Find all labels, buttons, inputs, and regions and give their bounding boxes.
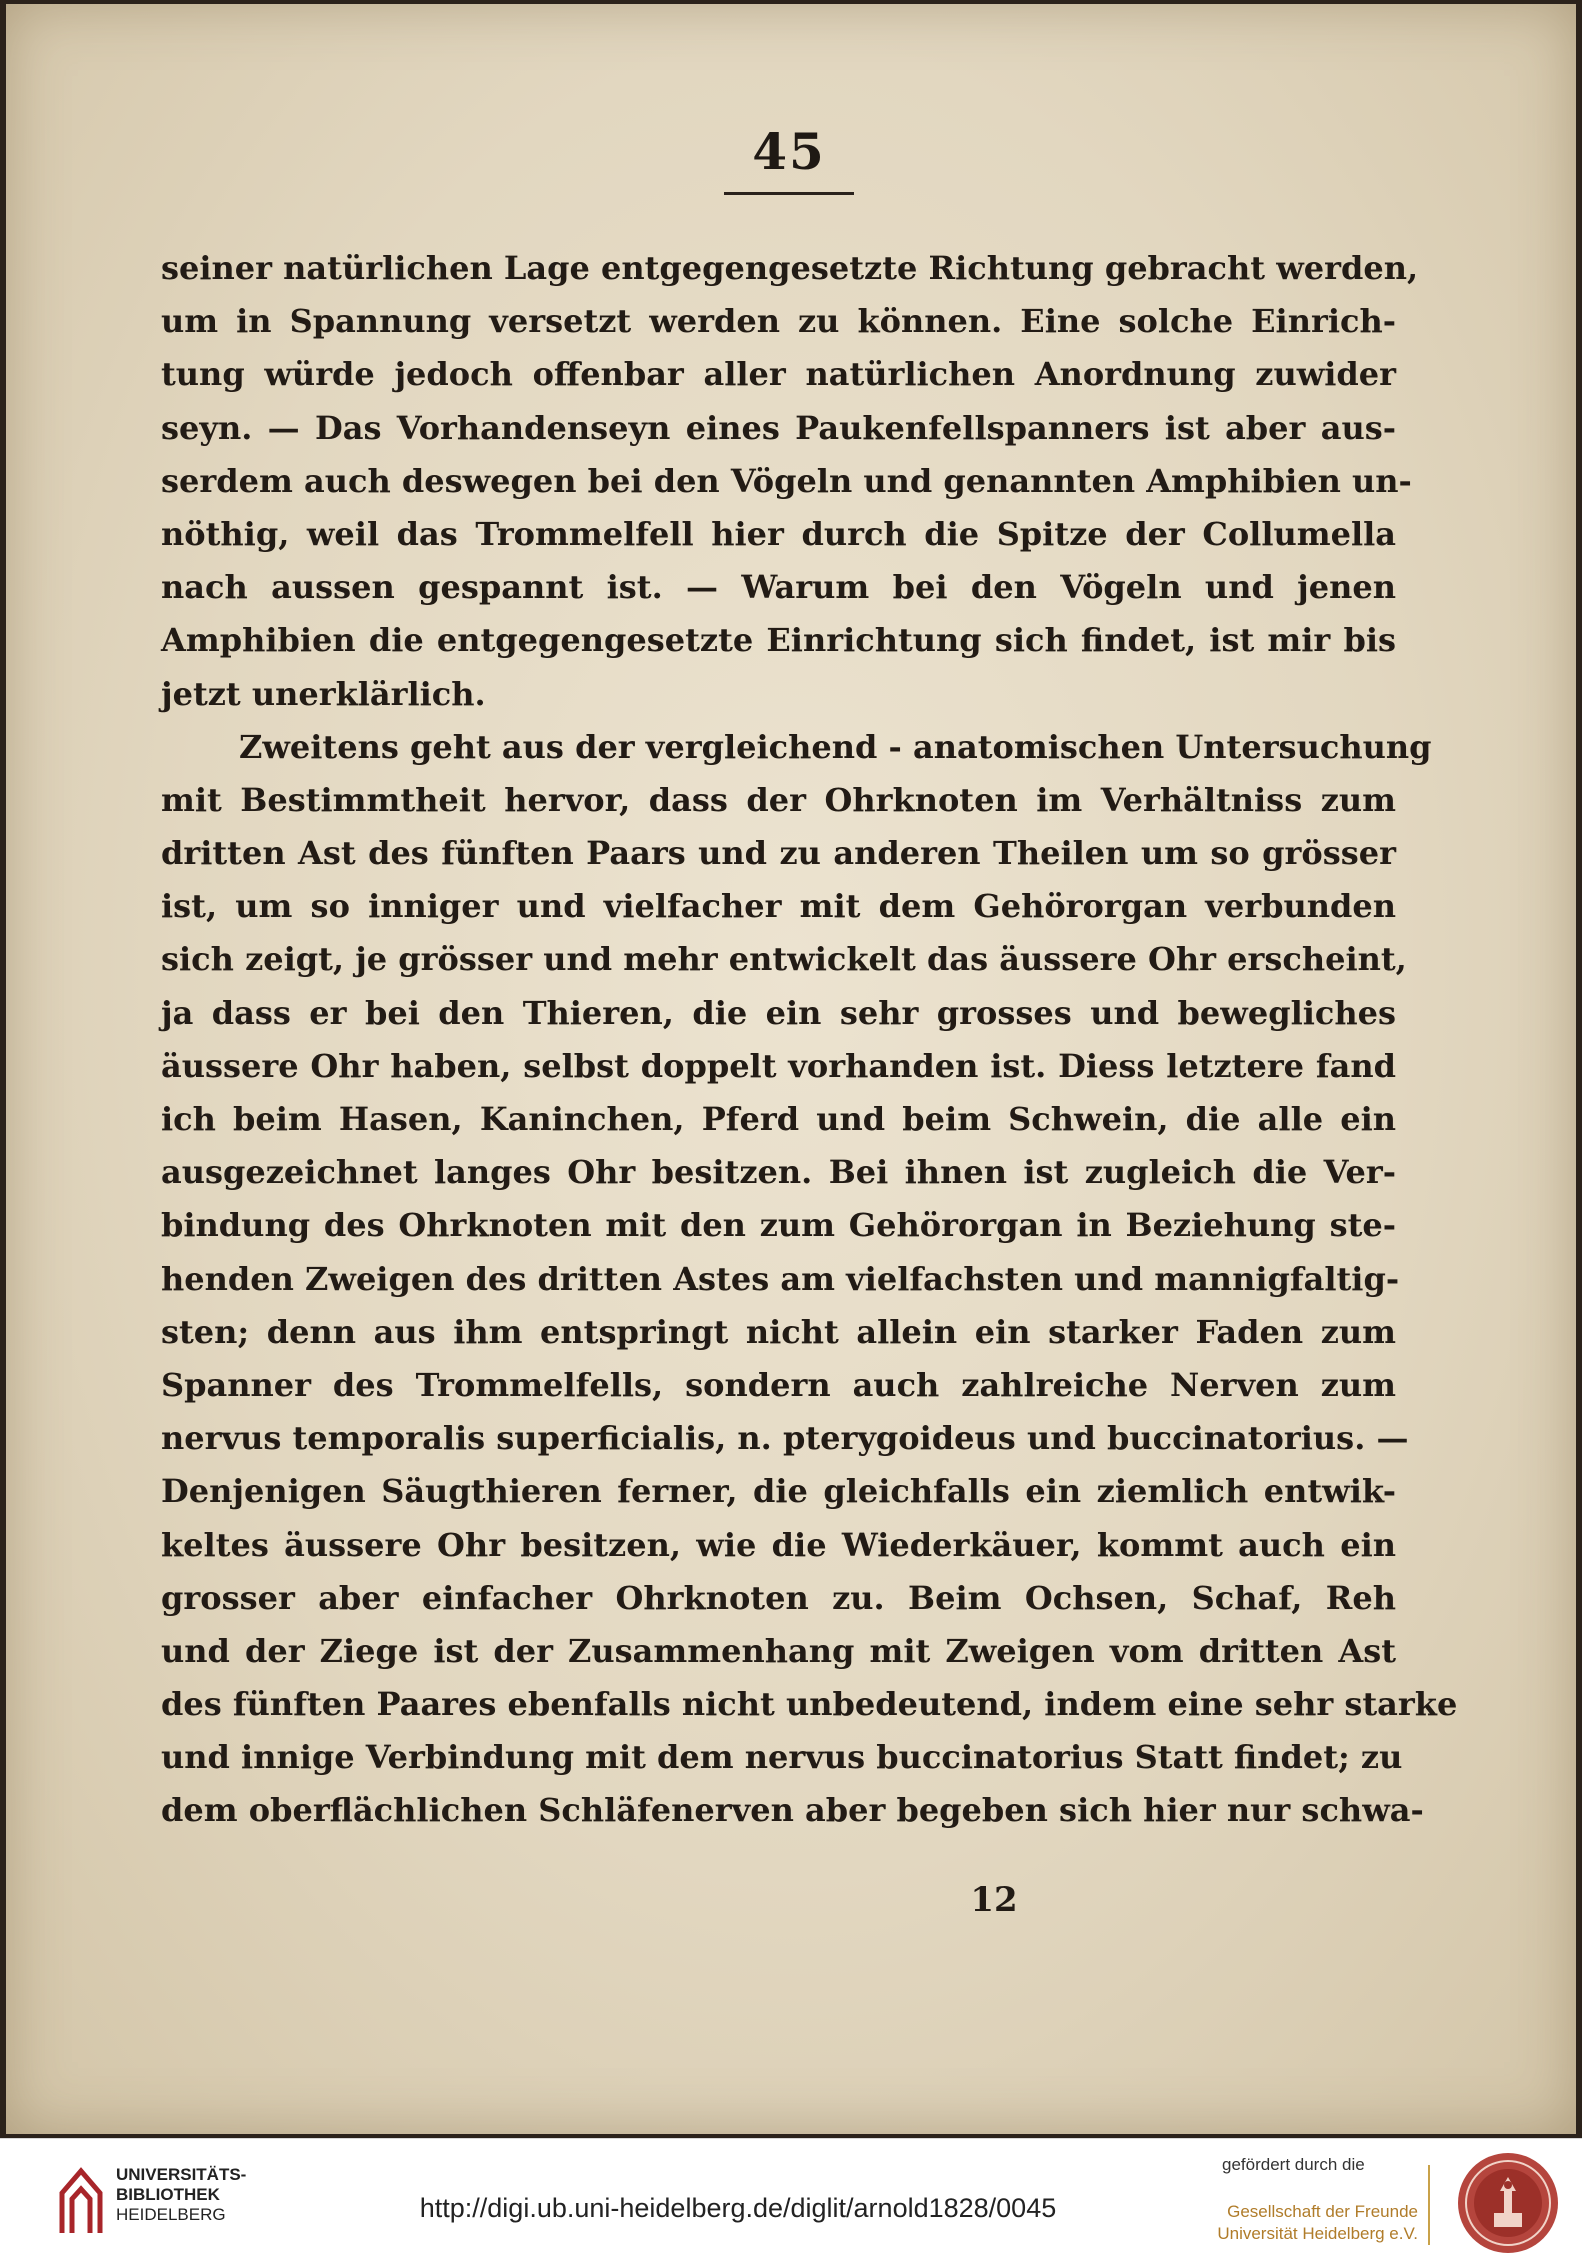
text-line: seyn. — Das Vorhandenseyn eines Paukenfellspanners ist aber aus-	[161, 408, 1396, 447]
sponsor-name-line1: Gesellschaft der Freunde	[1227, 2202, 1418, 2221]
text-line: um in Spannung versetzt werden zu können. Eine solche Einrich-	[161, 302, 1396, 341]
text-line: keltes äussere Ohr besitzen, wie die Wiederkäuer, kommt auch ein	[161, 1525, 1396, 1564]
text-line: äussere Ohr haben, selbst doppelt vorhanden ist. Diess letztere fand	[161, 1046, 1396, 1085]
library-name	[116, 2165, 246, 2225]
body-text	[161, 242, 1458, 1838]
text-line: und innige Verbindung mit dem nervus buccinatorius Statt findet; zu	[161, 1738, 1403, 1777]
library-name-line2: BIBLIOTHEK	[116, 2185, 220, 2204]
sponsor-label: gefördert durch die	[1222, 2155, 1365, 2174]
text-line: sich zeigt, je grösser und mehr entwickelt das äussere Ohr erscheint,	[161, 940, 1407, 979]
permalink-url[interactable]: http://digi.ub.uni-heidelberg.de/diglit/arnold1828/0045	[419, 2193, 1057, 2223]
university-seal-icon	[1456, 2151, 1560, 2255]
text-line: ausgezeichnet langes Ohr besitzen. Bei ihnen ist zugleich die Ver-	[161, 1153, 1396, 1192]
text-line: henden Zweigen des dritten Astes am vielfachsten und mannigfaltig-	[161, 1259, 1400, 1298]
library-name-line1: UNIVERSITÄTS-	[116, 2165, 247, 2184]
text-line: seiner natürlichen Lage entgegengesetzte Richtung gebracht werden,	[161, 249, 1419, 287]
text-line: serdem auch deswegen bei den Vögeln und genannten Amphibien un-	[161, 461, 1412, 500]
text-line: dem oberflächlichen Schläfenerven aber begeben sich hier nur schwa-	[161, 1791, 1424, 1830]
text-line: Denjenigen Säugthieren ferner, die gleichfalls ein ziemlich entwik-	[161, 1472, 1396, 1511]
library-logo-icon	[58, 2163, 104, 2237]
text-line: nöthig, weil das Trommelfell hier durch die Spitze der Collumella	[161, 514, 1396, 553]
text-line: sten; denn aus ihm entspringt nicht allein ein starker Faden zum	[161, 1312, 1396, 1351]
text-line: mit Bestimmtheit hervor, dass der Ohrknoten im Verhältniss zum	[161, 780, 1396, 819]
book-page	[6, 4, 1576, 2134]
sponsor-name-line2: Universität Heidelberg e.V.	[1217, 2224, 1418, 2243]
sponsor-divider	[1428, 2165, 1430, 2245]
text-line: dritten Ast des fünften Paars und zu anderen Theilen um so grösser	[161, 834, 1396, 873]
text-line: jetzt unerklärlich.	[161, 674, 486, 713]
text-line: grosser aber einfacher Ohrknoten zu. Beim Ochsen, Schaf, Reh	[161, 1578, 1396, 1617]
text-line: ja dass er bei den Thieren, die ein sehr grosses und bewegliches	[161, 993, 1396, 1032]
library-name-line3: HEIDELBERG	[116, 2205, 226, 2224]
text-line: und der Ziege ist der Zusammenhang mit Zweigen vom dritten Ast	[161, 1631, 1396, 1670]
sponsor-name	[1160, 2201, 1418, 2245]
page-number: 45	[752, 122, 826, 181]
text-line: des fünften Paares ebenfalls nicht unbedeutend, indem eine sehr starke	[161, 1685, 1458, 1724]
text-line: Amphibien die entgegengesetzte Einrichtung sich findet, ist mir bis	[161, 621, 1396, 660]
signature-mark: 12	[970, 1880, 1018, 1920]
text-line: ich beim Hasen, Kaninchen, Pferd und beim Schwein, die alle ein	[161, 1100, 1396, 1138]
text-line: Zweitens geht aus der vergleichend - anatomischen Untersuchung	[239, 727, 1432, 766]
text-line: nach aussen gespannt ist. — Warum bei den Vögeln und jenen	[161, 568, 1396, 607]
text-line: bindung des Ohrknoten mit den zum Gehörorgan in Beziehung ste-	[161, 1206, 1396, 1245]
text-line: Spanner des Trommelfells, sondern auch zahlreiche Nerven zum	[161, 1365, 1396, 1404]
text-line: tung würde jedoch offenbar aller natürlichen Anordnung zuwider	[161, 355, 1396, 394]
footer-bar	[0, 2138, 1582, 2267]
text-line: ist, um so inniger und vielfacher mit dem Gehörorgan verbunden	[161, 887, 1396, 926]
page-number-rule	[724, 192, 854, 195]
text-line: nervus temporalis superficialis, n. pterygoideus und buccinatorius. —	[161, 1419, 1409, 1458]
